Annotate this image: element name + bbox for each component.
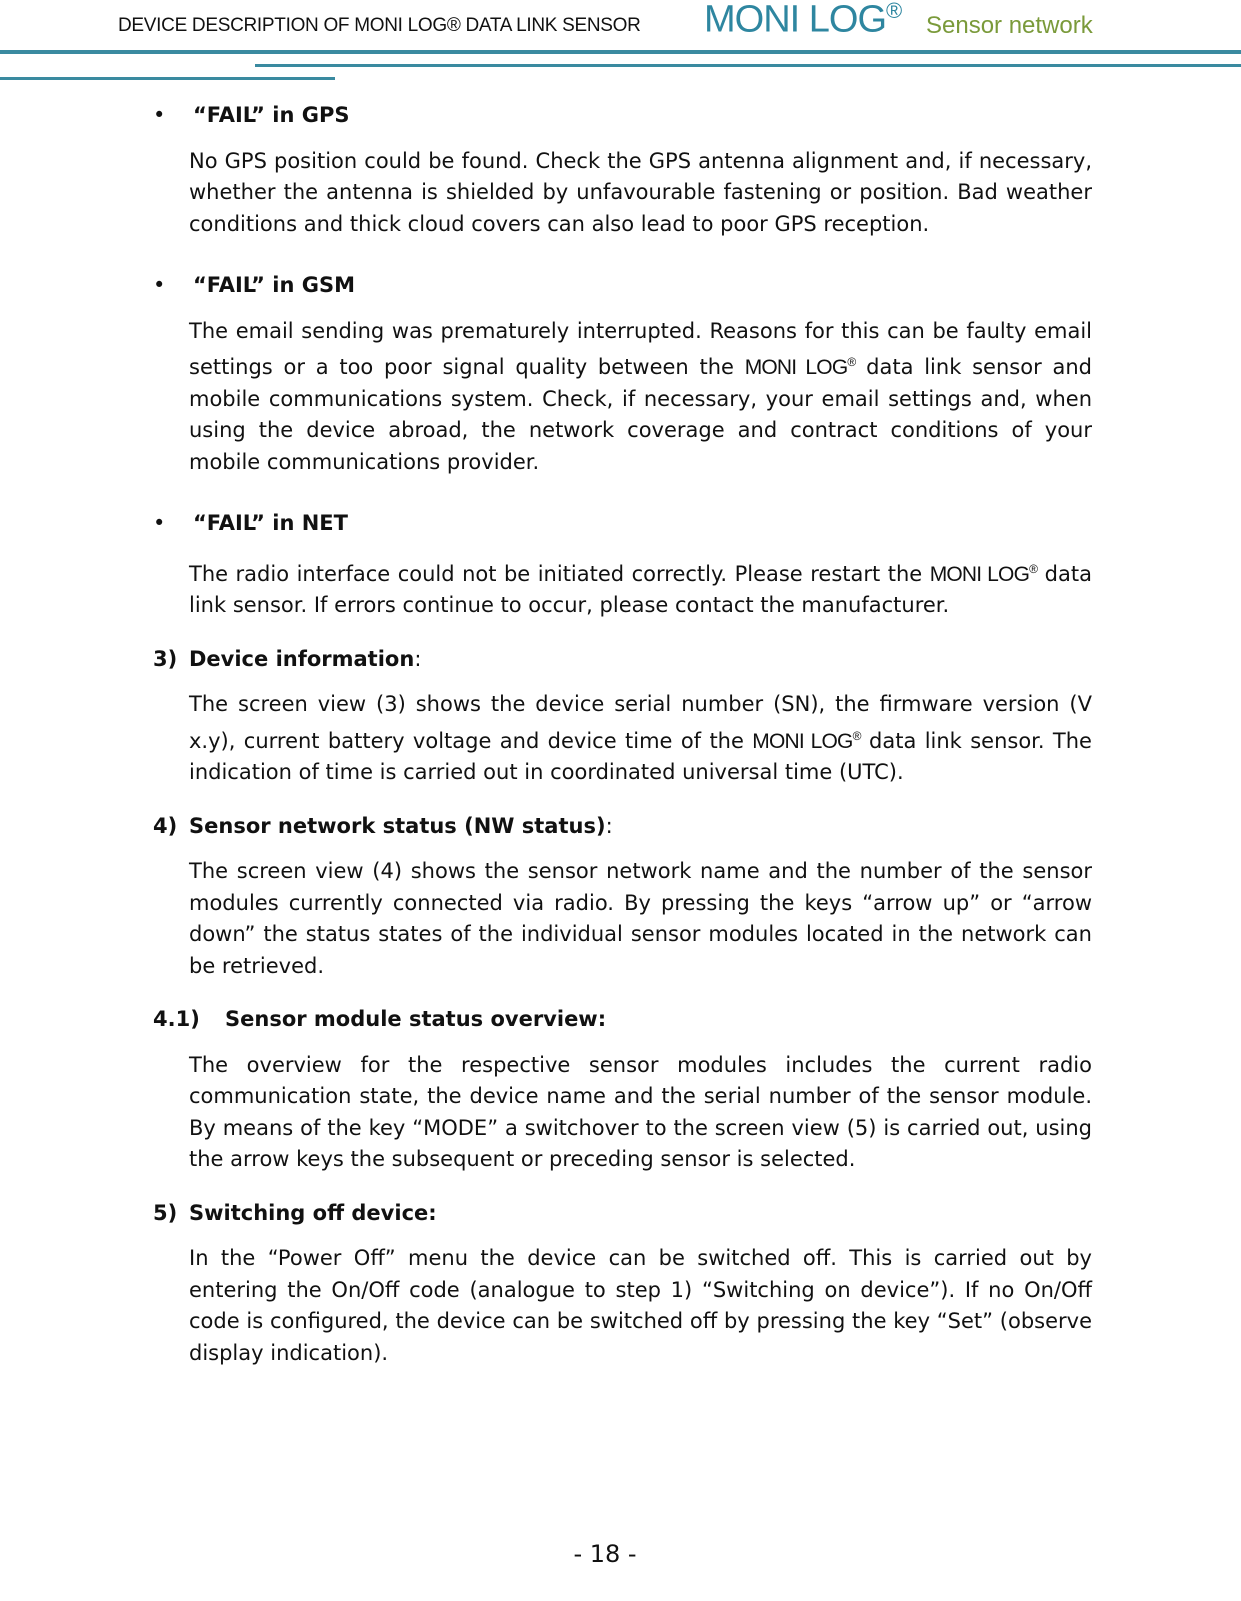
fail-gps-text: No GPS position could be found. Check the GPS antenna alignment and, if necessary, whether the antenna is shielded by unfavourable fastening or position. Bad weather conditions and thick cloud covers can also lead to poor GPS reception. (189, 148, 1092, 236)
section-4-heading: 4) Sensor network status (NW status): (153, 813, 613, 838)
section-5-text: In the “Power Off” menu the device can be switched off. This is carried out by entering the On/Off code (analogue to step 1) “Switching on device”). If no On/Off code is configured, the device can be switched off by pressing the key “Set” (observe display indication). (189, 1246, 1092, 1365)
brand-name: MONI LOG® (929, 561, 1038, 586)
brand-name: MONI LOG® (752, 728, 861, 753)
section-5-heading: 5) Switching off device: (153, 1200, 437, 1225)
header-rule (0, 77, 335, 80)
page-content (153, 100, 1092, 1369)
section-4-text: The screen view (4) shows the sensor network name and the number of the sensor modules currently connected via radio. By pressing the keys “arrow up” or “arrow down” the status states of the individual sensor modules located in the network can be retrieved. (189, 859, 1092, 978)
section-4-1-heading: 4.1) Sensor module status overview: (153, 1007, 607, 1031)
header-rule (0, 50, 1241, 54)
brand-name: MONI LOG® (744, 355, 856, 379)
fail-gsm-text: The email sending was prematurely interrupted. Reasons for this can be faulty email settings or a too poor signal quality between the MONI LOG® data link sensor and mobile communications system. Check, if necessary, your email settings and, when using the device abroad, the network coverage and contract conditions of your mobile communications provider. (189, 318, 1092, 474)
fail-gps-heading: • “FAIL” in GPS (153, 100, 1092, 132)
fail-net-heading: • “FAIL” in NET (153, 508, 1092, 540)
fail-net-text: The radio interface could not be initiated correctly. Please restart the MONI LOG® data link sensor. If errors continue to occur, please contact the manufacturer. (189, 561, 1092, 617)
header-title: DEVICE DESCRIPTION OF MONI LOG® DATA LINK SENSOR (118, 15, 641, 36)
section-4-1-text: The overview for the respective sensor modules includes the current radio communication state, the device name and the serial number of the sensor module. By means of the key “MODE” a switchover to the screen view (5) is carried out, using the arrow keys the subsequent or preceding sensor is selected. (189, 1052, 1092, 1171)
logo-subtitle: Sensor network (926, 12, 1093, 39)
fail-gsm-heading: • “FAIL” in GSM (153, 270, 1092, 302)
moni-log-logo: MONI LOG® (704, 0, 902, 41)
page-number: - 18 - (573, 1540, 637, 1568)
section-3-text: The screen view (3) shows the device serial number (SN), the firmware version (V x.y), current battery voltage and device time of the MONI LOG® data link sensor. The indication of time is carried out in coordinated universal time (UTC). (189, 692, 1092, 784)
section-3-heading: 3) Device information: (153, 646, 422, 671)
header-rule (255, 64, 1241, 67)
